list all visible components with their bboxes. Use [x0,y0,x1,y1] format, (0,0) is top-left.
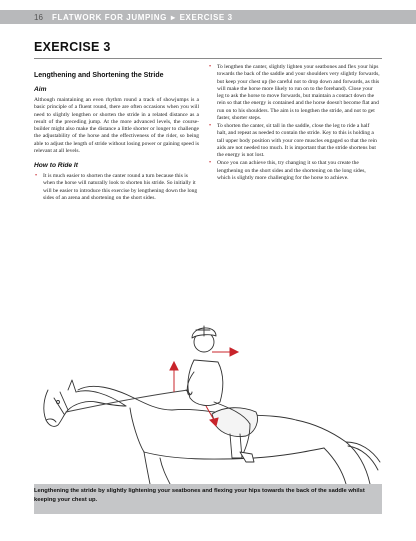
section-heading: Lengthening and Shortening the Stride [34,72,164,79]
lower-arrow-head [210,418,218,426]
running-header [0,10,416,24]
list-item [34,173,199,202]
bullet-icon: • [209,64,212,70]
list-item-text: Once you can achieve this, try changing it so that you create the lengthening on the short sides and the shortening on the long sides, which is slightly more challenging for the horse to achieve. [217,160,366,181]
right-arrow-head [230,348,238,356]
running-head-separator: ▸ [170,12,176,22]
running-head-section: FLATWORK FOR JUMPING [52,12,167,22]
horse-belly [144,448,324,459]
page-number: 16 [34,12,43,22]
reins [66,390,188,412]
list-item [208,160,380,182]
rider-torso [188,360,223,405]
list-item-text: To lengthen the canter, slightly lighten your seatbones and flex your hips towards the back of the saddle and your shoulders very slightly forwards, but keep your chest up (be careful not to drop down and forwards, as this will make the horse more likely to run on to the forehand). Close your leg to ask the horse to move forwards, but maintain a contact down the rein so that the energy is contained and the horse doesn't become flat and run on to his shoulders. The aim is to lengthen the stride, and not to get faster, shorter steps. [217,64,380,121]
bullet-icon: • [35,173,38,179]
horse-foreleg [144,452,170,484]
bullet-icon: • [209,160,212,167]
figure-caption: Lengthening the stride by slightly lightening your seatbones and flexing your hips towards the back of the saddle whilst keeping your chest up. [34,488,365,503]
aim-heading: Aim [34,86,47,93]
running-head-text [52,13,233,22]
page-title: EXERCISE 3 [34,40,111,54]
up-arrow-head [170,362,178,370]
how-to-list [34,173,199,202]
horse-chest [130,408,144,452]
list-item-text: It is much easier to shorten the canter round a turn because this is when the horse will naturally look to shorten his stride. So initially it will be easier to introduce this exercise by lengthening down the long sides of an arena and shortening on the short sides. [43,173,198,201]
left-column [34,64,199,203]
aim-paragraph: Although maintaining an even rhythm round a track of showjumps is a basic principle of a fluent round, there are often occasions when you will need to slightly lengthen or shorten the stride in a related distance as a result of the preceding jump. At the more advanced levels, the course-builder might also make the distance a little shorter or longer to challenge the adjustability of the horse and the effectiveness of the rider, so being able to adjust the length of stride without losing power or gaining speed is relevant at all levels. [34,97,199,154]
horse-tail [346,442,380,470]
running-head-chapter: EXERCISE 3 [179,12,233,22]
list-item [208,123,380,159]
how-to-heading: How to Ride It [34,162,78,169]
right-column [208,64,380,183]
technique-list [208,64,380,182]
horse-ear [68,380,76,392]
bullet-icon: • [209,123,212,129]
horse-and-rider-illustration [34,302,382,484]
title-divider [34,58,382,59]
horse-back [172,409,346,442]
list-item [208,64,380,122]
saddle [212,408,258,437]
list-item-text: To shorten the canter, sit tall in the saddle, close the leg to ride a half halt, and repeat as needed to contain the stride. Key to this is holding a tall upper body position with your core muscles engaged so that the rein aids are not needed too much. It is important that the stride shortens but the energy is not lost. [217,123,377,158]
horse-hindquarter [324,442,370,484]
